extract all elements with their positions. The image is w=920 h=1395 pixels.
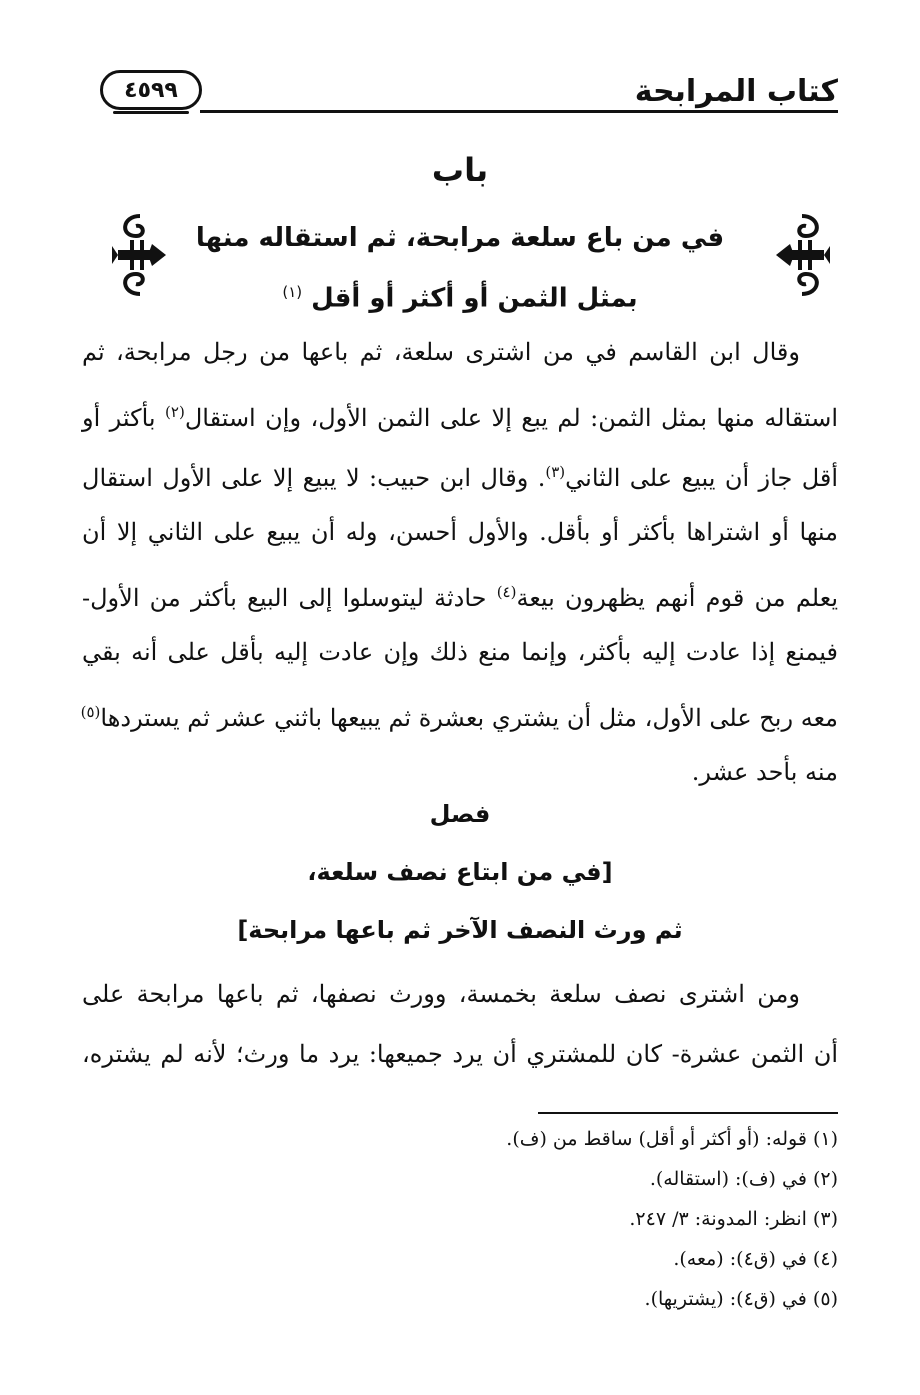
section-subtitle-line-2: ثم ورث النصف الآخر ثم باعها مرابحة] — [237, 916, 683, 944]
running-header-title: كتاب المرابحة — [634, 74, 838, 109]
paragraph-1-line-7 — [82, 682, 838, 742]
left-ornament-icon — [110, 210, 170, 300]
footnote-1: (١) قوله: (أو أكثر أو أقل) ساقط من (ف). — [506, 1128, 838, 1150]
footnote-ref-1: (١) — [282, 283, 303, 301]
chapter-subtitle-line-1: في من باع سلعة مرابحة، ثم استقاله منها — [195, 223, 725, 253]
line-5-head: يعلم من قوم أنهم يظهرون بيعة — [516, 584, 839, 612]
page-number: ٤٥٩٩ — [124, 77, 178, 103]
footnote-ref-3: (٣) — [545, 463, 566, 481]
footnote-rule — [538, 1112, 838, 1114]
paragraph-1-line-1: وقال ابن القاسم في من اشترى سلعة، ثم باعها من رجل مرابحة، ثم — [82, 338, 800, 366]
footnote-ref-4: (٤) — [496, 583, 517, 601]
line-3-tail: . وقال ابن حبيب: لا يبيع إلا على الأول استقال — [82, 464, 546, 492]
line-7-text: معه ربح على الأول، مثل أن يشتري بعشرة ثم يبيعها باثني عشر ثم يستردها — [100, 704, 838, 732]
paragraph-1-line-2 — [82, 382, 838, 442]
paragraph-1-line-5 — [82, 562, 838, 622]
line-2-text: استقاله منها بمثل الثمن: لم يبع إلا على الثمن الأول، وإن استقال — [184, 404, 838, 432]
page-number-badge — [100, 70, 202, 110]
paragraph-2-line-1: ومن اشترى نصف سلعة بخمسة، وورث نصفها، ثم باعها مرابحة على — [82, 980, 800, 1008]
footnote-5: (٥) في (ق٤): (يشتريها). — [644, 1288, 838, 1310]
line-2-tail: بأكثر أو — [82, 404, 156, 432]
chapter-subtitle-text: بمثل الثمن أو أكثر أو أقل — [311, 283, 638, 314]
right-ornament-icon — [772, 210, 832, 300]
footnote-3: (٣) انظر: المدونة: ٣/ ٢٤٧. — [629, 1208, 838, 1230]
paragraph-2-line-2: أن الثمن عشرة- كان للمشتري أن يرد جميعها: يرد ما ورث؛ لأنه لم يشتره، — [82, 1040, 839, 1068]
chapter-subtitle-line-2 — [180, 272, 740, 319]
section-title: فصل — [429, 800, 491, 828]
paragraph-1-line-3 — [82, 442, 838, 502]
header-rule — [200, 110, 838, 113]
paragraph-1-line-6: فيمنع إذا عادت إليه بأكثر، وإنما منع ذلك وإن عادت إليه بأقل على أنه بقي — [82, 638, 838, 666]
footnote-4: (٤) في (ق٤): (معه). — [673, 1248, 838, 1270]
paragraph-1-line-4: منها أو اشتراها بأكثر أو بأقل. والأول أحسن، وله أن يبيع على الثاني إلا أن — [82, 518, 838, 546]
chapter-title: باب — [431, 151, 489, 189]
section-subtitle-line-1: [في من ابتاع نصف سلعة، — [307, 858, 613, 886]
footnote-2: (٢) في (ف): (استقاله). — [649, 1168, 838, 1190]
footnote-ref-2: (٢) — [165, 403, 185, 421]
footnote-ref-5: (٥) — [80, 703, 101, 721]
line-5-tail: حادثة ليتوسلوا إلى البيع بأكثر من الأول- — [82, 584, 487, 612]
paragraph-1-line-8: منه بأحد عشر. — [691, 758, 838, 786]
line-3-head: أقل جاز أن يبيع على الثاني — [565, 464, 839, 492]
